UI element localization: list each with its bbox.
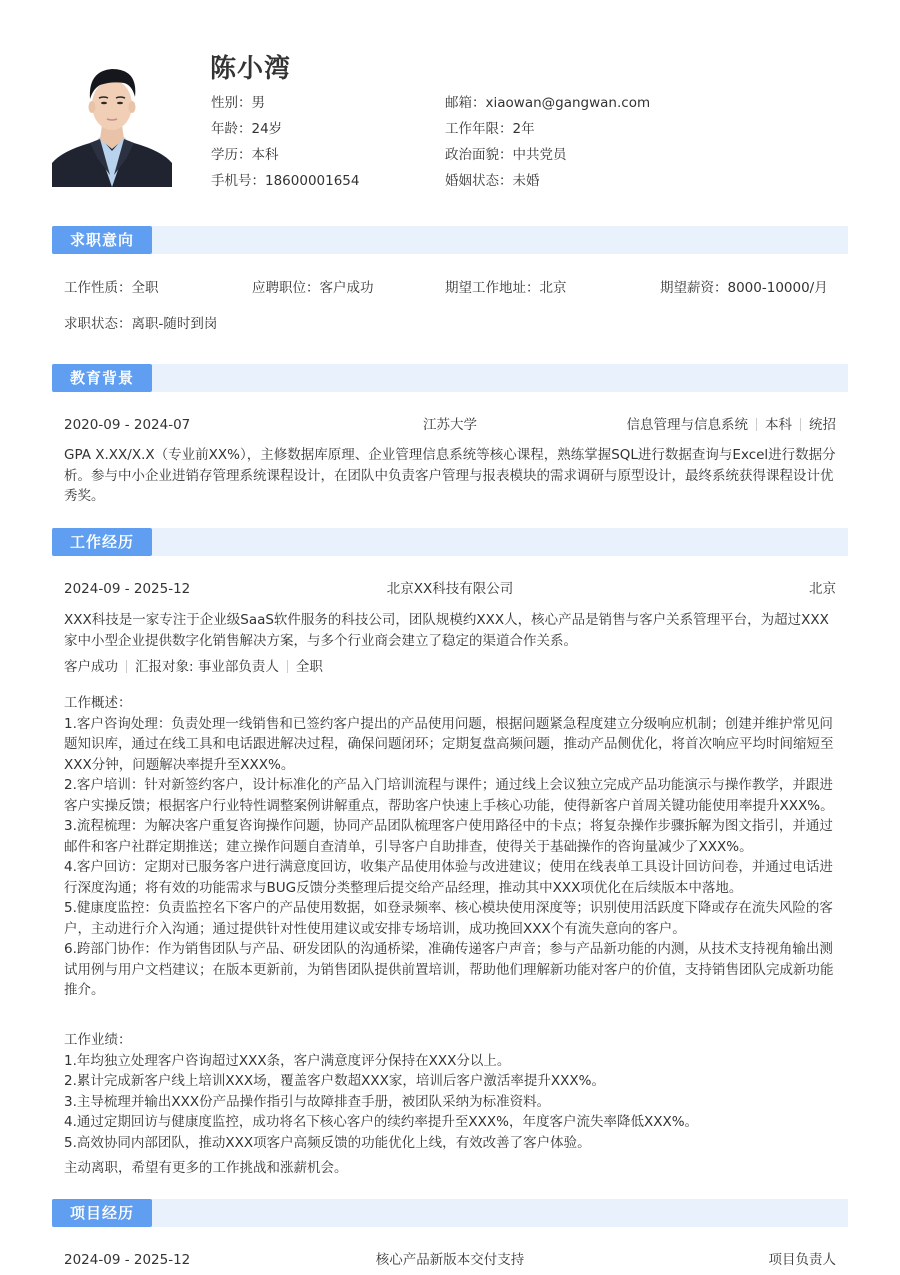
- report-to: 汇报对象: 事业部负责人: [135, 659, 279, 675]
- achievement-item: 4.通过定期回访与健康度监控，成功将名下核心客户的续约率提升至XXX%，年度客户流失率降低XXX%。: [64, 1114, 699, 1130]
- work-meta: [64, 656, 838, 678]
- email-link[interactable]: xiaowan@gangwan.com: [485, 95, 651, 111]
- major: 信息管理与信息系统: [626, 417, 748, 433]
- info-value: 24岁: [251, 121, 283, 137]
- company-name: 北京XX科技有限公司: [386, 581, 514, 597]
- overview-item: 1.客户咨询处理：负责处理一线销售和已签约客户提出的产品使用问题，根据问题紧急程度建立分级响应机制；创建并维护常见问题知识库，通过在线工具和电话跟进解决过程，确保问题闭环；定期复盘高频问题，推动产品侧优化，将首次响应平均时间缩短至XXX分钟，问题解决率提升至XXX%。: [64, 715, 834, 773]
- gender-row: [211, 92, 359, 118]
- overview-item: 3.流程梳理：为解决客户重复咨询操作问题，协同产品团队梳理客户使用路径中的卡点；将复杂操作步骤拆解为图文指引，并通过邮件和客户社群定期推送；建立操作问题自查清单，引导客户自助排查，使得关于基础操作的咨询量减少了XXX%。: [64, 818, 833, 855]
- section-title: 工作经历: [52, 528, 152, 556]
- info-label: 工作年限：: [445, 121, 513, 137]
- project-period: 2024-09 - 2025-12: [64, 1252, 191, 1268]
- overview-item: 6.跨部门协作：作为销售团队与产品、研发团队的沟通桥梁，准确传递客户声音；参与产品新功能的内测，从技术支持视角输出测试用例与用户文档建议；在版本更新前，为销售团队提供前置培训，帮助他们理解新功能对客户的价值，支持销售团队完成新功能推介。: [64, 941, 834, 998]
- education-row: [64, 414, 836, 436]
- section-title: 项目经历: [52, 1199, 152, 1227]
- intent-salary: [660, 277, 828, 299]
- work-location: 北京: [809, 581, 836, 597]
- info-value: 未婚: [512, 173, 540, 189]
- section-header-work: [52, 528, 848, 556]
- overview-item: 5.健康度监控：负责监控名下客户的产品使用数据，如登录频率、核心模块使用深度等；识别使用活跃度下降或存在流失风险的客户，主动进行介入沟通；通过提供针对性使用建议或安排专场培训，成功挽回XXX个有流失意向的客户。: [64, 900, 833, 937]
- degree: 本科: [765, 417, 792, 433]
- info-value: 2年: [512, 121, 535, 137]
- overview-title: 工作概述：: [64, 695, 132, 711]
- info-label: 年龄：: [211, 121, 252, 137]
- section-header-intent: [52, 226, 848, 254]
- political-status-row: [445, 144, 650, 170]
- intent-label: 期望薪资：: [660, 280, 728, 296]
- info-label: 学历：: [211, 147, 252, 163]
- achievements-title: 工作业绩：: [64, 1032, 132, 1048]
- intent-label: 应聘职位：: [252, 280, 320, 296]
- info-label: 性别：: [211, 95, 252, 111]
- intent-location: [445, 277, 567, 299]
- info-label: 婚姻状态：: [445, 173, 513, 189]
- divider: [287, 660, 288, 673]
- intent-value: 全职: [131, 280, 159, 296]
- education-description: GPA X.XX/X.X（专业前XX%），主修数据库原理、企业管理信息系统等核心课程，熟练掌握SQL进行数据查询与Excel进行数据分析。参与中小企业进销存管理系统课程设计，在团队中负责客户管理与报表模块的需求调研与原型设计，最终系统获得课程设计优秀奖。: [64, 447, 836, 504]
- info-label: 邮箱：: [445, 95, 486, 111]
- profile-photo: [52, 55, 172, 187]
- info-value: 中共党员: [512, 147, 567, 163]
- intent-value: 8000-10000/月: [727, 280, 828, 296]
- education-details: [627, 414, 837, 436]
- employment-type: 全职: [295, 659, 323, 675]
- intent-label: 工作性质：: [64, 280, 132, 296]
- divider: [800, 418, 801, 431]
- project-row: [64, 1249, 836, 1271]
- section-header-project: [52, 1199, 848, 1227]
- info-label: 手机号：: [211, 173, 265, 189]
- overview-item: 4.客户回访：定期对已服务客户进行满意度回访，收集产品使用体验与改进建议；使用在线表单工具设计回访问卷，并通过电话进行深度沟通；将有效的功能需求与BUG反馈分类整理后提交给产品经理，推动其中XXX项优化在后续版本中落地。: [64, 859, 833, 896]
- project-role: 项目负责人: [768, 1252, 836, 1268]
- achievement-item: 2.累计完成新客户线上培训XXX场，覆盖客户数超XXX家，培训后客户激活率提升XXX%。: [64, 1073, 605, 1089]
- school-name: 江苏大学: [423, 417, 477, 433]
- work-achievements: [64, 1030, 838, 1153]
- achievement-item: 1.年均独立处理客户咨询超过XXX条，客户满意度评分保持在XXX分以上。: [64, 1052, 511, 1069]
- divider: [756, 418, 757, 431]
- intent-position: [252, 277, 374, 299]
- work-overview: [64, 693, 838, 1001]
- work-role: 客户成功: [64, 659, 118, 675]
- phone-row: [211, 170, 359, 196]
- project-name: 核心产品新版本交付支持: [375, 1252, 525, 1268]
- company-intro: XXX科技是一家专注于企业级SaaS软件服务的科技公司，团队规模约XXX人，核心产品是销售与客户关系管理平台，为超过XXX家中小型企业提供数字化销售解决方案，与多个行业商会建立了稳定的渠道合作关系。: [64, 612, 829, 649]
- intent-job-type: [64, 277, 159, 299]
- section-title: 教育背景: [52, 364, 152, 392]
- work-row: [64, 578, 836, 600]
- work-period: 2024-09 - 2025-12: [64, 581, 191, 597]
- person-portrait-icon: [52, 55, 172, 187]
- work-years-row: [445, 118, 650, 144]
- section-header-education: [52, 364, 848, 392]
- intent-value: 北京: [539, 280, 567, 296]
- intent-value: 客户成功: [319, 280, 374, 296]
- info-value: 18600001654: [265, 173, 360, 189]
- section-title: 求职意向: [52, 226, 152, 254]
- email-row: [445, 92, 650, 118]
- marital-status-row: [445, 170, 650, 196]
- basic-info-right: [445, 92, 650, 196]
- enrollment-type: 统招: [809, 417, 836, 433]
- intent-value: 离职-随时到岗: [131, 316, 218, 332]
- education-row: [211, 144, 359, 170]
- info-value: 男: [251, 95, 265, 111]
- info-value: 本科: [251, 147, 279, 163]
- divider: [126, 660, 127, 673]
- candidate-name: 陈小湾: [210, 54, 292, 84]
- leave-reason: 主动离职，希望有更多的工作挑战和涨薪机会。: [64, 1160, 348, 1176]
- achievement-item: 5.高效协同内部团队，推动XXX项客户高频反馈的功能优化上线，有效改善了客户体验。: [64, 1134, 591, 1151]
- education-period: 2020-09 - 2024-07: [64, 417, 191, 433]
- achievement-item: 3.主导梳理并输出XXX份产品操作指引与故障排查手册，被团队采纳为标准资料。: [64, 1093, 551, 1110]
- info-label: 政治面貌：: [445, 147, 513, 163]
- intent-status: [64, 313, 217, 335]
- basic-info-left: [211, 92, 359, 196]
- intent-label: 求职状态：: [64, 316, 132, 332]
- overview-item: 2.客户培训：针对新签约客户，设计标准化的产品入门培训流程与课件；通过线上会议独立完成产品功能演示与操作教学，并跟进客户实操反馈；根据客户行业特性调整案例讲解重点，帮助客户快速上手核心功能，使得新客户首周关键功能使用率提升XXX%。: [64, 777, 834, 814]
- intent-label: 期望工作地址：: [445, 280, 540, 296]
- age-row: [211, 118, 359, 144]
